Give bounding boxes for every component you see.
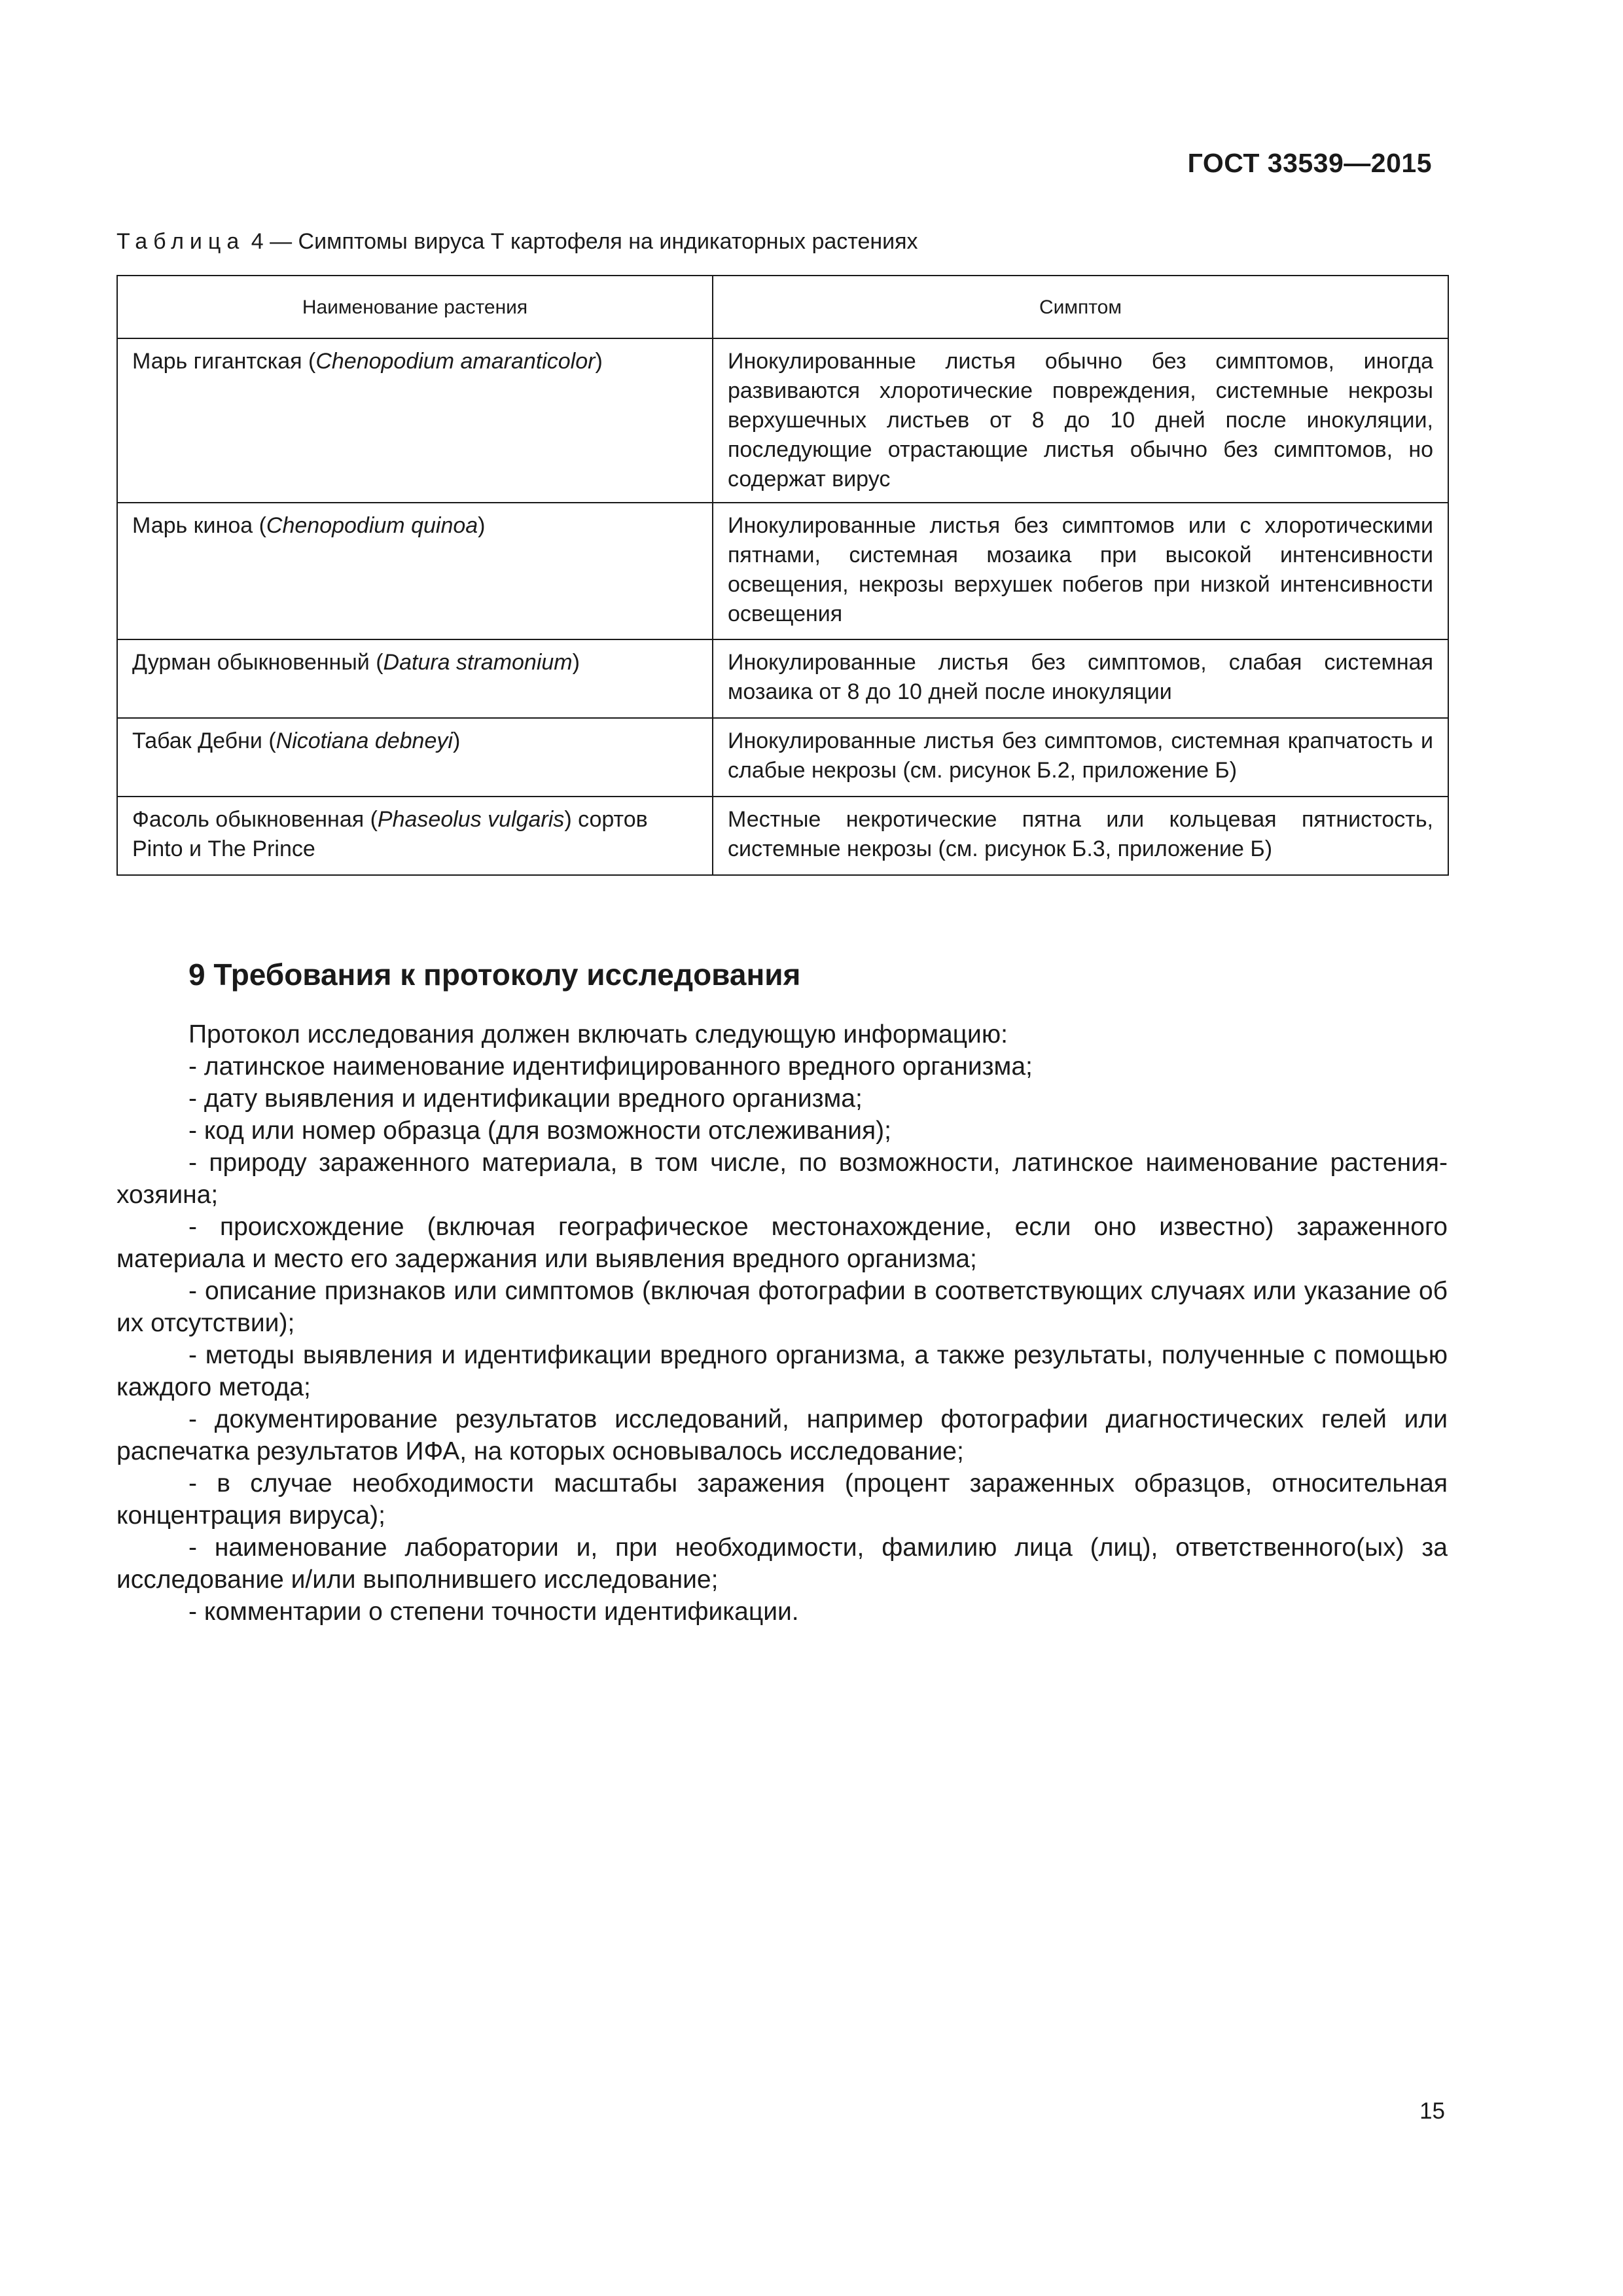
list-item: - происхождение (включая географическое местонахождение, если оно известно) зараженного материала и место его задержания или выявления вредного организма; (116, 1213, 1448, 1273)
list-item: - наименование лаборатории и, при необходимости, фамилию лица (лиц), ответственного(ых) за исследование и/или выполнившего исследование; (116, 1534, 1448, 1594)
plant-latin-name: Nicotiana debneyi (276, 728, 453, 753)
symptoms-table (116, 275, 1449, 876)
list-item: - природу зараженного материала, в том числе, по возможности, латинское наименование растения-хозяина; (116, 1149, 1448, 1209)
list-item: - методы выявления и идентификации вредного организма, а также результаты, полученные с помощью каждого метода; (116, 1341, 1448, 1401)
body-paragraph: Протокол исследования должен включать следующую информацию: (188, 1020, 1008, 1049)
plant-name-cell (117, 639, 713, 718)
symptom-cell: Инокулированные листья обычно без симптомов, иногда развиваются хлоротические повреждения, системные некрозы верхушечных листьев от 8 до 10 дней после инокуляции, последующие отрастающие листья обычно без симптомов, но содержат вирус (713, 338, 1448, 503)
symptom-cell: Инокулированные листья без симптомов или с хлоротическими пятнами, системная мозаика при высокой интенсивности освещения, некрозы верхушек побегов при низкой интенсивности освещения (713, 503, 1448, 639)
symptom-cell: Местные некротические пятна или кольцевая пятнистость, системные некрозы (см. рисунок Б.3, приложение Б) (713, 797, 1448, 875)
table-header-row (117, 276, 1448, 338)
table-caption-title: 4 — Симптомы вируса Т картофеля на индикаторных растениях (245, 229, 918, 254)
table-caption-label: Таблица (116, 229, 245, 254)
list-item: - в случае необходимости масштабы заражения (процент зараженных образцов, относительная концентрация вируса); (116, 1469, 1448, 1530)
plant-name-text: Табак Дебни ( (132, 728, 276, 753)
plant-name-cell (117, 503, 713, 639)
plant-name-suffix: ) (452, 728, 461, 753)
plant-name-suffix: ) (478, 513, 486, 538)
table-row (117, 718, 1448, 797)
plant-name-suffix: ) (595, 349, 603, 374)
plant-latin-name: Phaseolus vulgaris (377, 807, 565, 832)
table-caption (116, 229, 918, 255)
symptom-cell: Инокулированные листья без симптомов, слабая системная мозаика от 8 до 10 дней после инокуляции (713, 639, 1448, 718)
table-row (117, 639, 1448, 718)
plant-name-text: Дурман обыкновенный ( (132, 650, 383, 675)
list-item: - описание признаков или симптомов (включая фотографии в соответствующих случаях или указание об их отсутствии); (116, 1277, 1448, 1337)
plant-name-text: Фасоль обыкновенная ( (132, 807, 378, 832)
plant-latin-name: Chenopodium amaranticolor (315, 349, 596, 374)
list-item: - латинское наименование идентифицированного вредного организма; (188, 1052, 1033, 1081)
list-item: - дату выявления и идентификации вредного организма; (188, 1085, 863, 1113)
column-header-plant: Наименование растения (117, 276, 713, 338)
plant-name-text: Марь гигантская ( (132, 349, 316, 374)
plant-name-cell (117, 718, 713, 797)
table-row (117, 338, 1448, 503)
plant-name-suffix: ) (572, 650, 580, 675)
section-heading: 9 Требования к протоколу исследования (188, 958, 801, 992)
list-item: - комментарии о степени точности идентификации. (188, 1598, 799, 1626)
section-body (116, 1018, 1448, 1628)
plant-latin-name: Datura stramonium (383, 650, 573, 675)
plant-name-text: Марь киноа ( (132, 513, 266, 538)
column-header-symptom: Симптом (713, 276, 1448, 338)
table-row (117, 797, 1448, 875)
plant-name-suffix: ) сортов Pinto и The Prince (132, 807, 648, 861)
list-item: - код или номер образца (для возможности отслеживания); (188, 1117, 891, 1145)
symptom-cell: Инокулированные листья без симптомов, системная крапчатость и слабые некрозы (см. рисунок Б.2, приложение Б) (713, 718, 1448, 797)
document-code: ГОСТ 33539—2015 (1187, 148, 1432, 178)
plant-name-cell (117, 797, 713, 875)
table-row (117, 503, 1448, 639)
list-item: - документирование результатов исследований, например фотографии диагностических гелей или распечатка результатов ИФА, на которых основывалось исследование; (116, 1405, 1448, 1465)
plant-latin-name: Chenopodium quinoa (266, 513, 478, 538)
page-number: 15 (1419, 2098, 1445, 2124)
plant-name-cell (117, 338, 713, 503)
